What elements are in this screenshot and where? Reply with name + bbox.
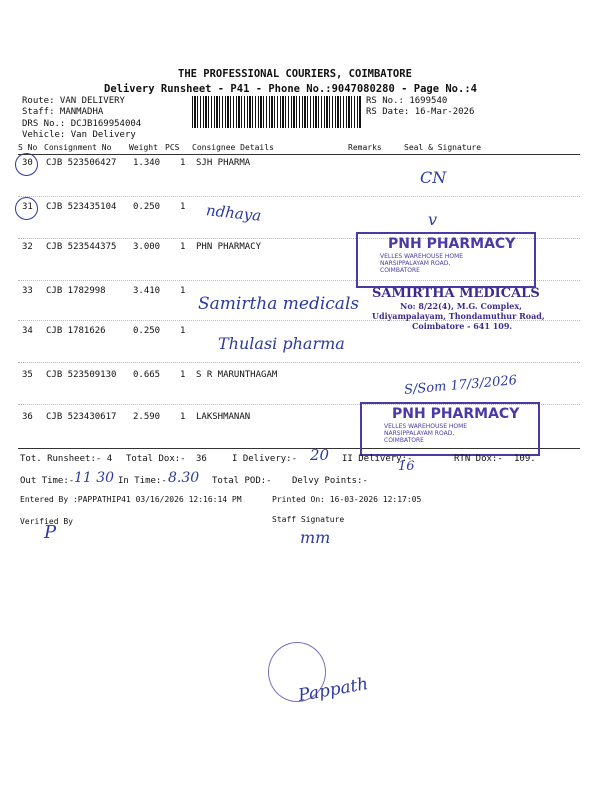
col-pcs: PCS [165,143,180,152]
entered-by: Entered By :PAPPATHIP41 03/16/2026 12:16:14 PM [20,495,242,504]
drs-text: DRS No.: DCJB169954004 [22,119,142,129]
handwritten-sign-35: S/Som 17/3/2026 [403,373,518,398]
row-divider [18,362,580,363]
row-weight: 1.340 [133,158,161,168]
printed-on: Printed On: 16-03-2026 12:17:05 [272,495,422,504]
row-consignment: CJB 1781626 [46,326,106,336]
bottom-signature: Pappath [296,674,370,706]
i-delivery-label: I Delivery:- [232,454,298,464]
row-pcs: 1 [180,326,186,336]
row-weight: 3.000 [133,242,161,252]
col-remarks: Remarks [348,143,382,152]
staff-signature: mm [300,528,331,547]
stamp-subtext: VELLES WAREHOUSE HOME NARSIPPALAYAM ROAD, COIMBATORE [384,423,468,444]
col-sno: S No [18,143,38,152]
total-dox-value: 36 [196,454,207,464]
row-consignee: PHN PHARMACY [196,242,262,252]
staff-signature-label: Staff Signature [272,515,345,524]
rs-date: RS Date: 16-Mar-2026 [366,107,475,117]
row-pcs: 1 [180,202,186,212]
row-consignee: SJH PHARMA [196,158,251,168]
row-consignment: CJB 523509130 [46,370,117,380]
handwritten-tick-31: v [428,210,438,229]
row-consignment: CJB 1782998 [46,286,106,296]
table-header [18,141,580,155]
stamp-address-line: No: 8/22(4), M.G. Complex, [400,301,522,311]
verified-signature: P [44,522,57,543]
row-pcs: 1 [180,242,186,252]
samirtha-medicals-stamp [372,286,562,331]
stamp-address-line: Coimbatore - 641 109. [412,321,513,331]
row-pcs: 1 [180,412,186,422]
row-consignment: CJB 523435104 [46,202,117,212]
row-pcs: 1 [180,370,186,380]
col-consignment: Consignment No [44,143,112,152]
stamp-title: PNH PHARMACY [388,236,516,252]
row-sno: 34 [22,326,33,336]
handwritten-samirtha: Samirtha medicals [198,294,360,314]
runsheet-subtitle: Delivery Runsheet - P41 - Phone No.:9047080280 - Page No.:4 [104,83,477,95]
ii-delivery-value: 16 [398,459,415,474]
row-pcs: 1 [180,158,186,168]
row-consignment: CJB 523430617 [46,412,117,422]
header-divider [18,154,580,155]
row-weight: 3.410 [133,286,161,296]
row-consignee: LAKSHMANAN [196,412,251,422]
out-time-value: 11 30 [74,470,115,486]
col-weight: Weight [129,143,158,152]
row-sno: 32 [22,242,33,252]
stamp-title: SAMIRTHA MEDICALS [372,286,540,301]
row-weight: 0.665 [133,370,161,380]
handwritten-sign-30: CN [420,168,447,187]
company-title: THE PROFESSIONAL COURIERS, COIMBATORE [178,68,412,80]
delvy-points-label: Delvy Points:- [292,476,368,486]
total-dox-label: Total Dox:- [126,454,186,464]
rtn-dox-value: 109. [514,454,536,464]
vehicle-text: Vehicle: Van Delivery [22,130,136,140]
in-time-value: 8.30 [168,470,200,486]
row-sno: 33 [22,286,33,296]
row-consignment: CJB 523506427 [46,158,117,168]
ii-delivery-label: II Delivery:- [342,454,413,464]
rs-number: RS No.: 1699540 [366,96,448,106]
col-consignee: Consignee Details [192,143,274,152]
row-pcs: 1 [180,286,186,296]
route-text: Route: VAN DELIVERY [22,96,125,106]
i-delivery-value: 20 [310,446,330,464]
row-weight: 0.250 [133,326,161,336]
barcode [192,96,362,128]
out-time-label: Out Time:- [20,476,75,486]
stamp-title: PNH PHARMACY [392,406,520,422]
stamp-subtext: VELLES WAREHOUSE HOME NARSIPPALAYAM ROAD, COIMBATORE [380,253,464,274]
pnh-pharmacy-stamp [360,402,540,456]
in-time-label: In Time:- [118,476,167,486]
stamp-address-line: Udiyampalayam, Thondamuthur Road, [372,311,545,321]
row-consignee: S R MARUNTHAGAM [196,370,278,380]
row-sno: 36 [22,412,33,422]
row-sno: 30 [22,158,33,168]
row-weight: 2.590 [133,412,161,422]
row-sno: 31 [22,202,33,212]
sno-circle [15,153,38,176]
row-weight: 0.250 [133,202,161,212]
row-divider [18,196,580,197]
verified-by-label: Verified By [20,517,73,526]
sno-circle [15,197,38,220]
staff-text: Staff: MANMADHA [22,107,104,117]
pnh-pharmacy-stamp [356,232,536,288]
total-pod-label: Total POD:- [212,476,272,486]
row-sno: 35 [22,370,33,380]
col-seal: Seal & Signature [404,143,482,152]
handwritten-sign-31: ndhaya [205,201,263,225]
handwritten-thulasi: Thulasi pharma [218,334,345,353]
tot-runsheet: Tot. Runsheet:- 4 [20,454,113,464]
rtn-dox-label: RTN Dox:- [454,454,503,464]
row-consignment: CJB 523544375 [46,242,117,252]
